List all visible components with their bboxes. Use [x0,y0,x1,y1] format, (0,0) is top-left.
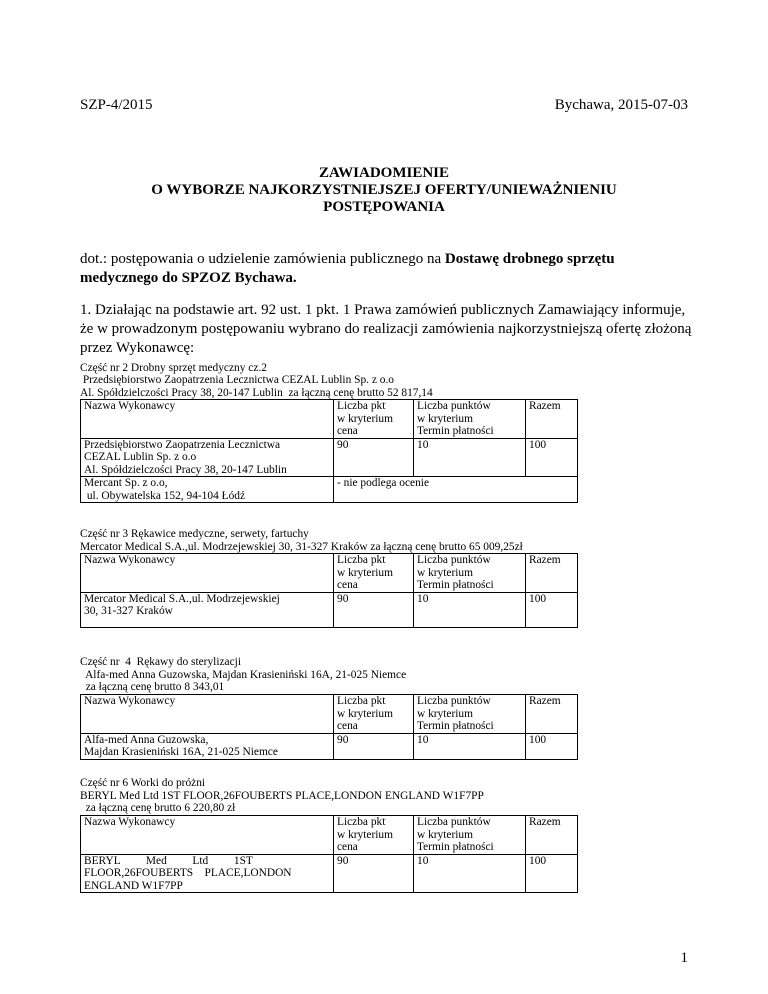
table-header-row [81,695,578,734]
col-header-price: Liczba pkt w kryterium cena [334,554,414,593]
col-header-payment: Liczba punktów w kryterium Termin płatności [414,400,526,439]
part-header-line: Część nr 2 Drobny sprzęt medyczny cz.2 [80,362,267,374]
intro-paragraph: 1. Działając na podstawie art. 92 ust. 1 pkt. 1 Prawa zamówień publicznych Zamawiający informuje, że w prowadzonym postępowaniu wybrano do realizacji zamówienia najkorzystniejszą ofertę złożoną przez Wykonawcę: [80,302,692,356]
cell-total: 100 [526,438,578,477]
cell-total: 100 [526,592,578,627]
col-header-price: Liczba pkt w kryterium cena [334,816,414,855]
part-header-line: za łączną cenę brutto 6 220,80 zł [80,802,236,814]
col-header-total: Razem [526,400,578,439]
table-row [81,477,578,503]
col-header-price: Liczba pkt w kryterium cena [334,695,414,734]
cell-contractor-name: Przedsiębiorstwo Zaopatrzenia Lecznictwa CEZAL Lublin Sp. z o.o Al. Spółdzielczości Pracy 38, 20-147 Lublin [81,438,334,477]
col-header-payment: Liczba punktów w kryterium Termin płatności [414,695,526,734]
cell-payment-points: 10 [414,592,526,627]
page-number: 1 [680,950,688,966]
table-row [81,438,578,477]
part-header-line: Alfa-med Anna Guzowska, Majdan Krasieniński 16A, 21-025 Niemce [80,669,407,681]
cell-contractor-name: BERYL Med Ltd 1ST FLOOR,26FOUBERTS PLACE,LONDON ENGLAND W1F7PP [81,854,334,893]
title-line-3: POSTĘPOWANIA [323,199,445,215]
document-reference: SZP-4/2015 [80,97,153,113]
col-header-total: Razem [526,695,578,734]
cell-price-points: 90 [334,438,414,477]
part-header-line: Mercator Medical S.A.,ul. Modrzejewskiej 30, 31-327 Kraków za łączną cenę brutto 65 009,25zł [80,541,523,553]
col-header-payment: Liczba punktów w kryterium Termin płatności [414,816,526,855]
title-line-1: ZAWIADOMIENIE [318,165,450,181]
col-header-name: Nazwa Wykonawcy [81,554,334,593]
part-header-line: Część nr 3 Rękawice medyczne, serwety, fartuchy [80,528,309,540]
col-header-price: Liczba pkt w kryterium cena [334,400,414,439]
offers-table [80,553,578,628]
table-header-row [81,816,578,855]
col-header-payment: Liczba punktów w kryterium Termin płatności [414,554,526,593]
offers-table [80,399,578,503]
table-row [81,854,578,893]
col-header-total: Razem [526,554,578,593]
subject-bold: Dostawę drobnego sprzętu medycznego do SPZOZ Bychawa. [80,251,615,286]
cell-payment-points: 10 [414,438,526,477]
part-header-line: Przedsiębiorstwo Zaopatrzenia Lecznictwa CEZAL Lublin Sp. z o.o [80,374,394,386]
col-header-name: Nazwa Wykonawcy [81,695,334,734]
cell-total: 100 [526,854,578,893]
offers-table [80,694,578,760]
cell-contractor-name: Alfa-med Anna Guzowska, Majdan Krasieniński 16A, 21-025 Niemce [81,733,334,759]
part-header-line: Część nr 6 Worki do próżni [80,777,206,789]
table-row [81,592,578,627]
cell-contractor-name: Mercant Sp. z o.o, ul. Obywatelska 152, 94-104 Łódź [81,477,334,503]
offers-table [80,815,578,893]
cell-payment-points: 10 [414,733,526,759]
cell-payment-points: 10 [414,854,526,893]
part-header-line: Al. Spółdzielczości Pracy 38, 20-147 Lublin za łączną cenę brutto 52 817,14 [80,387,433,399]
cell-price-points: 90 [334,733,414,759]
part-header-line: za łączną cenę brutto 8 343,01 [80,681,225,693]
table-header-row [81,400,578,439]
cell-price-points: 90 [334,854,414,893]
part-header-line: BERYL Med Ltd 1ST FLOOR,26FOUBERTS PLACE,LONDON ENGLAND W1F7PP [80,790,484,802]
table-header-row [81,554,578,593]
part-header-line: Część nr 4 Rękawy do sterylizacji [80,656,241,668]
subject-prefix: dot.: postępowania o udzielenie zamówienia publicznego na [80,251,445,267]
cell-not-evaluated-note: - nie podlega ocenie [334,477,578,503]
subject-paragraph [80,250,680,288]
table-row [81,733,578,759]
col-header-total: Razem [526,816,578,855]
cell-price-points: 90 [334,592,414,627]
cell-contractor-name: Mercator Medical S.A.,ul. Modrzejewskiej 30, 31-327 Kraków [81,592,334,627]
col-header-name: Nazwa Wykonawcy [81,816,334,855]
col-header-name: Nazwa Wykonawcy [81,400,334,439]
place-and-date: Bychawa, 2015-07-03 [554,97,688,113]
title-line-2: O WYBORZE NAJKORZYSTNIEJSZEJ OFERTY/UNIEWAŻNIENIU [151,182,617,198]
cell-total: 100 [526,733,578,759]
